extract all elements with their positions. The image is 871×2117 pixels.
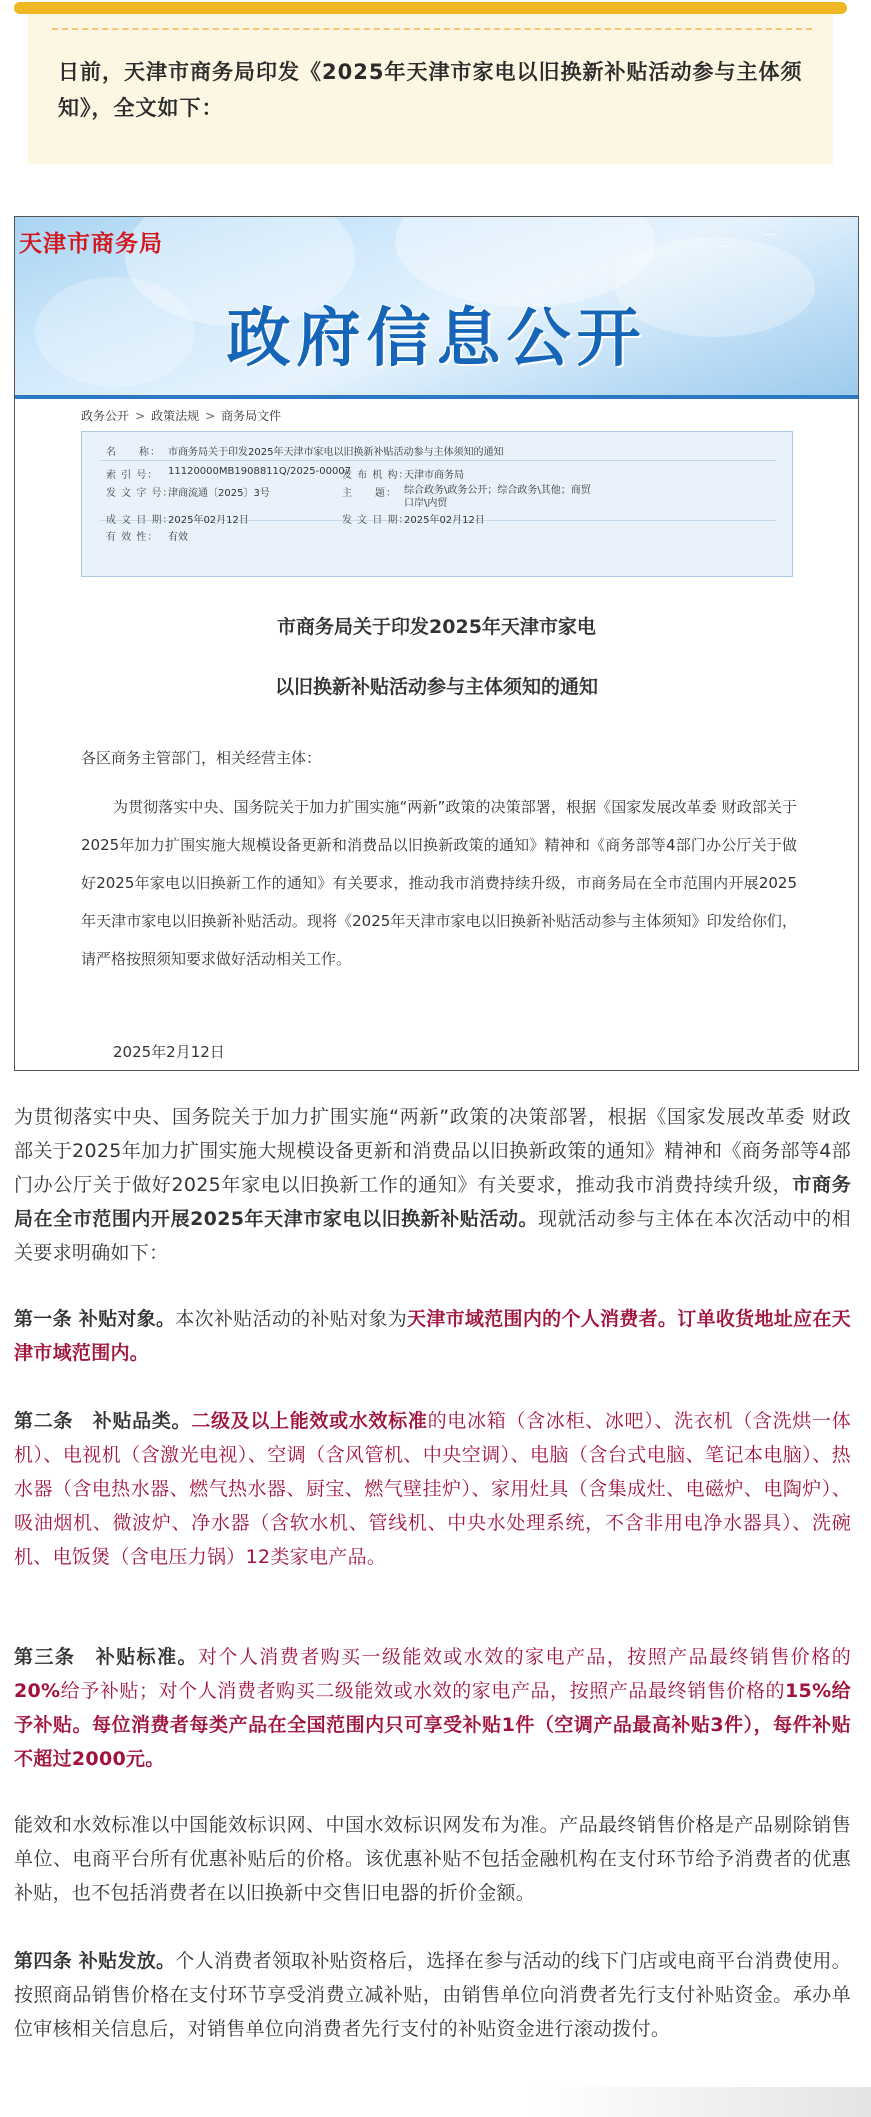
notice-salutation: 各区商务主管部门，相关经营主体： <box>81 749 322 767</box>
breadcrumb-separator: > <box>135 409 146 423</box>
notice-date: 2025年2月12日 <box>113 1043 225 1061</box>
bird-icon: ⌒ <box>763 234 777 250</box>
callout-box <box>28 14 833 164</box>
meta-topic-row: 主 题： 综合政务\政务公开；综合政务\其他；商贸口岸\内贸 <box>342 485 591 509</box>
breadcrumb-item[interactable]: 商务局文件 <box>221 409 282 423</box>
gov-banner <box>15 217 858 395</box>
meta-published-row: 发 文 日 期：2025年02月12日 <box>342 515 485 526</box>
banner-title: 政府信息公开 <box>226 302 647 376</box>
article-clause-4: 第四条 补贴发放。个人消费者领取补贴资格后，选择在参与活动的线下门店或电商平台消费使用。按照商品销售价格在支付环节享受消费立减补贴，由销售单位向消费者先行支付补贴资金。承办单位审核相关信息后，对销售单位向消费者先行支付的补贴资金进行滚动拨付。 <box>14 1950 851 2040</box>
breadcrumb-item[interactable]: 政务公开 <box>81 409 130 423</box>
notice-title-line2: 以旧换新补贴活动参与主体须知的通知 <box>274 676 598 698</box>
meta-validity-row: 有 效 性： 有效 <box>106 532 188 543</box>
meta-doc-no-row: 发 文 字 号：津商流通〔2025〕3号 <box>106 488 270 499</box>
breadcrumb-item[interactable]: 政策法规 <box>151 409 200 423</box>
breadcrumb <box>81 407 281 424</box>
page-edge-shadow <box>531 2087 871 2117</box>
article-intro-paragraph: 为贯彻落实中央、国务院关于加力扩围实施“两新”政策的决策部署，根据《国家发展改革委 财政部关于2025年加力扩围实施大规模设备更新和消费品以旧换新政策的通知》精神和《商务部等4部门办公厅关于做好2025年家电以旧换新工作的通知》有关要求，推动我市消费持续升级，市商务局在全市范围内开展2025年天津市家电以旧换新补贴活动。现就活动参与主体在本次活动中的相关要求明确如下： <box>14 1106 852 1264</box>
article-clause-3: 第三条 补贴标准。对个人消费者购买一级能效或水效的家电产品，按照产品最终销售价格的20%给予补贴；对个人消费者购买二级能效或水效的家电产品，按照产品最终销售价格的15%给予补贴。每位消费者每类产品在全国范围内只可享受补贴1件（空调产品最高补贴3件），每件补贴不超过2000元。 <box>14 1646 851 1770</box>
notice-title-line1: 市商务局关于印发2025年天津市家电 <box>277 616 596 638</box>
breadcrumb-separator: > <box>205 409 216 423</box>
intro-callout <box>20 0 841 168</box>
article-standards-paragraph: 能效和水效标准以中国能效标识网、中国水效标识网发布为准。产品最终销售价格是产品剔除销售单位、电商平台所有优惠补贴后的价格。该优惠补贴不包括金融机构在支付环节给予消费者的优惠补贴，也不包括消费者在以旧换新中交售旧电器的折价金额。 <box>14 1814 851 1904</box>
document-metadata-table <box>81 431 793 577</box>
meta-name-row: 名 称： 市商务局关于印发2025年天津市家电以旧换新补贴活动参与主体须知的通知 <box>106 447 504 458</box>
article-clause-1: 第一条 补贴对象。本次补贴活动的补贴对象为天津市域范围内的个人消费者。订单收货地址应在天津市域范围内。 <box>14 1308 851 1364</box>
notice-body: 为贯彻落实中央、国务院关于加力扩围实施“两新”政策的决策部署，根据《国家发展改革委 财政部关于2025年加力扩围实施大规模设备更新和消费品以旧换新政策的通知》精神和《商务部等4部门办公厅关于做好2025年家电以旧换新工作的通知》有关要求，推动我市消费持续升级，市商务局在全市范围内开展2025年天津市家电以旧换新补贴活动。现将《2025年天津市家电以旧换新补贴活动参与主体须知》印发给你们，请严格按照须知要求做好活动相关工作。 <box>81 798 797 968</box>
callout-top-bar <box>14 2 847 14</box>
agency-name: 天津市商务局 <box>19 231 163 257</box>
banner-divider <box>15 395 858 399</box>
callout-dashed-divider <box>52 28 812 30</box>
gov-page-screenshot <box>14 216 859 1071</box>
article-clause-2: 第二条 补贴品类。二级及以上能效或水效标准的电冰箱（含冰柜、冰吧）、洗衣机（含洗烘一体机）、电视机（含激光电视）、空调（含风管机、中央空调）、电脑（含台式电脑、笔记本电脑）、热水器（含电热水器、燃气热水器、厨宝、燃气壁挂炉）、家用灶具（含集成灶、电磁炉、电陶炉）、吸油烟机、微波炉、净水器（含软水机、管线机、中央水处理系统，不含非用电净水器具）、洗碗机、电饭煲（含电压力锅）12类家电产品。 <box>14 1410 851 1568</box>
meta-index-row: 索 引 号： 11120000MB1908811Q/2025-00007 <box>106 466 352 481</box>
meta-created-row: 成 文 日 期：2025年02月12日 <box>106 515 249 526</box>
meta-issuer-row: 发 布 机 构：天津市商务局 <box>342 470 464 481</box>
bird-icon: ⌒ <box>715 246 729 262</box>
intro-text: 日前，天津市商务局印发《2025年天津市家电以旧换新补贴活动参与主体须知》，全文如下： <box>58 60 803 120</box>
